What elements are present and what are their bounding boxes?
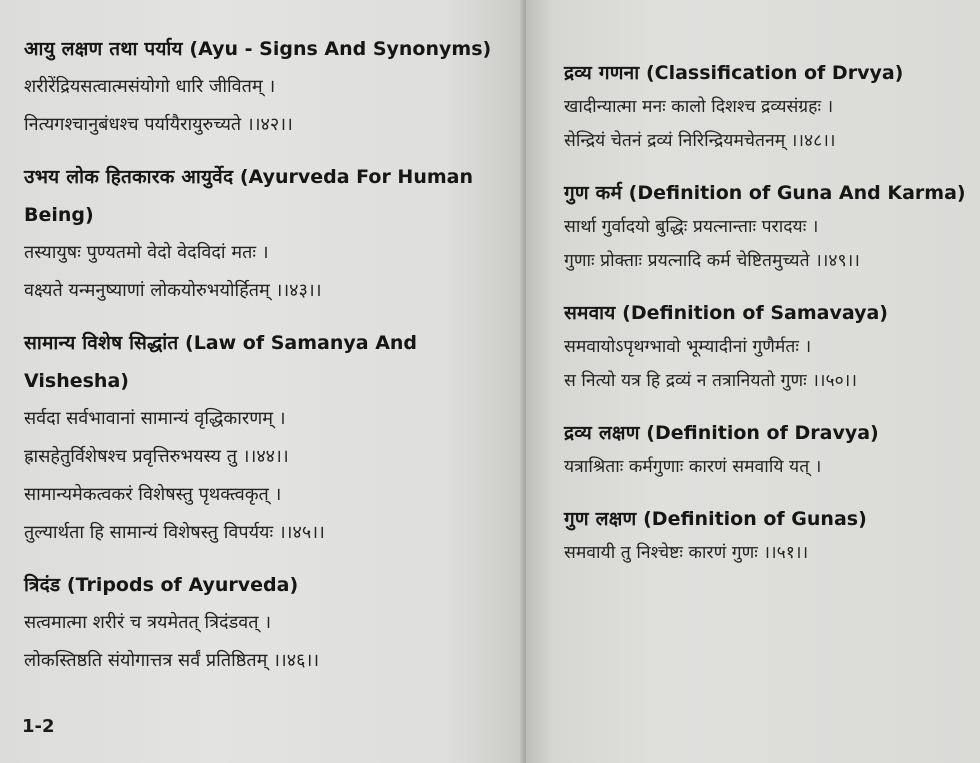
section-heading	[564, 416, 980, 450]
verse-line: तस्यायुषः पुण्यतमो वेदो वेदविदां मतः ।	[24, 242, 269, 263]
heading-english: (Tripods of Ayurveda)	[66, 574, 299, 596]
heading-hindi: उभय लोक हितकारक आयुर्वेद	[24, 166, 234, 188]
verse-line: समवायोऽपृथग्भावो भूम्यादीनां गुणैर्मतः ।	[564, 337, 812, 357]
verse-line: लोकस्तिष्ठति संयोगात्तत्र सर्वं प्रतिष्ठितम् ।।४६।।	[24, 650, 320, 671]
verse-line: स नित्यो यत्र हि द्रव्यं न तत्रानियतो गुणः ।।५०।।	[564, 371, 857, 391]
section-heading	[24, 30, 526, 68]
heading-english: (Law of Samanya And Vishesha)	[24, 332, 418, 392]
heading-hindi: गुण कर्म	[564, 182, 623, 204]
verse-line: खादीन्यात्मा मनः कालो दिशश्च द्रव्यसंग्रहः ।	[564, 97, 834, 117]
heading-hindi: द्रव्य लक्षण	[564, 422, 640, 444]
right-page	[526, 0, 980, 763]
heading-hindi: गुण लक्षण	[564, 508, 637, 530]
verse-line: सामान्यमेकत्वकरं विशेषस्तु पृथक्त्वकृत् ।	[24, 484, 282, 505]
heading-english: (Definition of Dravya)	[646, 422, 879, 444]
section-samanya-vishesha	[24, 324, 464, 552]
section-tripods	[24, 566, 526, 680]
heading-hindi: सामान्य विशेष सिद्धांत	[24, 332, 179, 354]
section-heading	[564, 56, 980, 90]
section-heading	[564, 296, 980, 330]
section-heading	[24, 324, 464, 400]
verse-line: गुणाः प्रोक्ताः प्रयत्नादि कर्म चेष्टितमुच्यते ।।४९।।	[564, 251, 860, 271]
section-heading	[564, 502, 980, 536]
section-heading	[24, 566, 526, 604]
section-ayurveda-human	[24, 158, 514, 310]
section-guna-definition	[564, 502, 980, 570]
heading-english: (Ayu - Signs And Synonyms)	[189, 38, 492, 60]
verse-line: सत्वमात्मा शरीरं च त्रयमेतत् त्रिदंडवत् ।	[24, 612, 272, 633]
heading-hindi: आयु लक्षण तथा पर्याय	[24, 38, 183, 60]
heading-english: (Definition of Gunas)	[643, 508, 867, 530]
heading-english: (Classification of Drvya)	[645, 62, 904, 84]
verse-line: शरीरेंद्रियसत्वात्मसंयोगो धारि जीवितम् ।	[24, 76, 276, 97]
section-dravya-definition	[564, 416, 980, 484]
verse-line: सेन्द्रियं चेतनं द्रव्यं निरिन्द्रियमचेतनम् ।।४८।।	[564, 131, 836, 151]
verse-line: यत्राश्रिताः कर्मगुणाः कारणं समवायि यत् ।	[564, 457, 822, 477]
verse-line: तुल्यार्थता हि सामान्यं विशेषस्तु विपर्ययः ।।४५।।	[24, 522, 325, 543]
section-samavaya	[564, 296, 980, 398]
section-dravya-classification	[564, 56, 980, 158]
heading-english: (Definition of Samavaya)	[622, 302, 888, 324]
verse-line: नित्यगश्चानुबंधश्च पर्यायैरायुरुच्यते ।।४२।।	[24, 114, 293, 135]
section-ayu-signs	[24, 30, 526, 144]
heading-english: (Ayurveda For Human Being)	[24, 166, 473, 226]
verse-line: समवायी तु निश्चेष्टः कारणं गुणः ।।५१।।	[564, 543, 809, 563]
heading-english: (Definition of Guna And Karma)	[628, 182, 966, 204]
section-guna-karma	[564, 176, 980, 278]
heading-hindi: समवाय	[564, 302, 616, 324]
verse-line: सार्था गुर्वादयो बुद्धिः प्रयत्नान्ताः परादयः ।	[564, 217, 819, 237]
verse-line: वक्ष्यते यन्मनुष्याणां लोकयोरुभयोर्हितम् ।।४३।।	[24, 280, 322, 301]
page-number: 1-2	[22, 716, 55, 737]
heading-hindi: त्रिदंड	[24, 574, 61, 596]
heading-hindi: द्रव्य गणना	[564, 62, 640, 84]
verse-line: सर्वदा सर्वभावानां सामान्यं वृद्धिकारणम् ।	[24, 408, 286, 429]
section-heading	[24, 158, 514, 234]
verse-line: ह्रासहेतुर्विशेषश्च प्रवृत्तिरुभयस्य तु ।।४४।।	[24, 446, 289, 467]
section-heading	[564, 176, 980, 210]
